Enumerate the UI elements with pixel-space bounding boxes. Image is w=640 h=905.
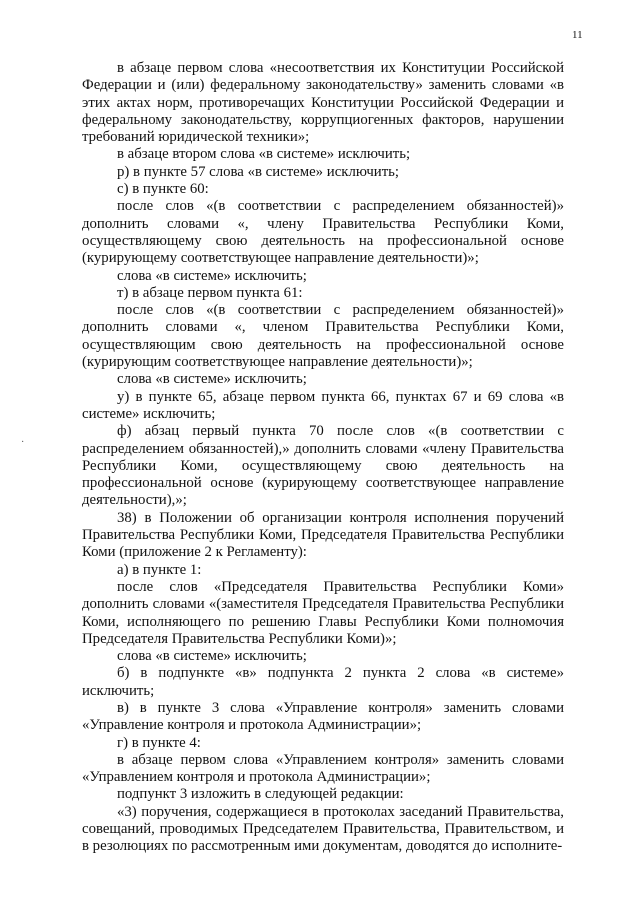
paragraph: т) в абзаце первом пункта 61: (117, 284, 303, 301)
paragraph: после слов «(в соответствии с распределением обязанностей)» дополнить словами «, члену Правительства Республики Коми, осуществляющему свою деятельность на профессиональной основе (курирующему соответствующее направление деятельности)»; (82, 198, 564, 267)
paragraph: «3) поручения, содержащиеся в протоколах заседаний Правительства, совещаний, проводимых Председателем Правительства, Правительством, и в резолюциях по рассмотренным ими документам, доводятся до исполните- (82, 803, 564, 855)
document-body (82, 60, 564, 856)
paragraph: в абзаце первом слова «Управлением контроля» заменить словами «Управлением контроля и протокола Администрации»; (82, 751, 564, 786)
paragraph: после слов «(в соответствии с распределением обязанностей)» дополнить словами «, членом Правительства Республики Коми, осуществляющим свою деятельность на профессиональной основе (курирующим соответствующее направление деятельности)»; (82, 302, 564, 371)
page-number: 11 (572, 29, 583, 41)
paragraph: у) в пункте 65, абзаце первом пункта 66, пунктах 67 и 69 слова «в системе» исключить; (82, 388, 564, 422)
paragraph: подпункт 3 изложить в следующей редакции: (117, 786, 404, 803)
paragraph: в) в пункте 3 слова «Управление контроля» заменить словами «Управление контроля и протокола Администрации»; (82, 699, 564, 734)
paragraph: слова «в системе» исключить; (117, 267, 307, 284)
paragraph: 38) в Положении об организации контроля исполнения поручений Правительства Республики Коми, Председателя Правительства Республики Коми (приложение 2 к Регламенту): (82, 509, 564, 561)
paragraph: а) в пункте 1: (117, 561, 202, 578)
paragraph: после слов «Председателя Правительства Республики Коми» дополнить словами «(заместителя Председателя Правительства Республики Коми, исполняющего по решению Главы Республики Коми полномочия Председателя Правительства Республики Коми)»; (82, 578, 564, 647)
paragraph: с) в пункте 60: (117, 181, 209, 198)
paragraph: б) в подпункте «в» подпункта 2 пункта 2 слова «в системе» исключить; (82, 665, 564, 699)
paragraph: ф) абзац первый пункта 70 после слов «(в соответствии с распределением обязанностей),» дополнить словами «члену Правительства Республики Коми, осуществляющему свою деятельность на профессиональной основе (курирующему соответствующее направление деятельности),»; (82, 423, 564, 509)
margin-mark: · (21, 437, 25, 448)
paragraph: г) в пункте 4: (117, 734, 201, 751)
paragraph: слова «в системе» исключить; (117, 371, 307, 388)
paragraph: в абзаце втором слова «в системе» исключить; (117, 146, 411, 163)
paragraph: р) в пункте 57 слова «в системе» исключить; (117, 163, 400, 180)
paragraph: слова «в системе» исключить; (117, 648, 307, 665)
paragraph: в абзаце первом слова «несоответствия их Конституции Российской Федерации и (или) федеральному законодательству» заменить словами «в этих актах норм, противоречащих Конституции Российской Федерации и федеральному законодательству, коррупциогенных факторов, нарушении требований юридической техники»; (82, 60, 564, 146)
